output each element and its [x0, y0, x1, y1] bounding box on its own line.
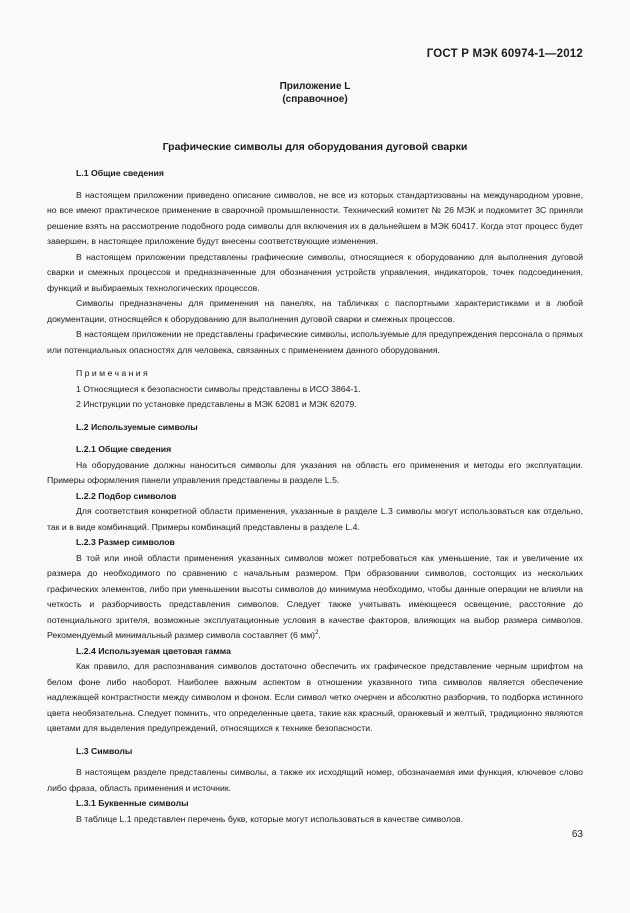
superscript: 2	[315, 630, 319, 636]
standard-header: ГОСТ Р МЭК 60974-1—2012	[426, 48, 583, 60]
note-item: 2 Инструкции по установке представлены в МЭК 62081 и МЭК 62079.	[76, 399, 357, 409]
paragraph: Как правило, для распознавания символов достаточно обеспечить их графическое представление черным шрифтом на белом фоне либо наоборот. Наиболее важным аспектом в отношении указанного типа символов является обеспечение надлежащей контрастности между символом и фоном. Если символ четко очерчен и абсолютно разборчив, то подборка истинного цвета необязательна. Следует помнить, что определенные цвета, такие как красный, оранжевый и желтый, традиционно являются цветами для выделения предупреждений, относящихся к технике безопасности.	[47, 661, 583, 733]
paragraph-end: .	[318, 630, 321, 640]
document-body	[47, 166, 583, 827]
paragraph: В таблице L.1 представлен перечень букв, которые могут использоваться в качестве символов.	[76, 813, 463, 824]
paragraph: На оборудование должны наноситься символы для указания на область его применения и методы его эксплуатации. Примеры оформления панели управления представлены в разделе L.5.	[47, 459, 583, 485]
paragraph: В настоящем разделе представлены символы, а также их исходящий номер, обозначаемая ими функция, ключевое слово либо фраза, область применения и источник.	[47, 767, 583, 793]
paragraph-text: В той или иной области применения указанных символов может потребоваться как уменьшение, так и увеличение их размера до необходимого по сравнению с начальным размером. При образовании символов, состоящих из нескольких графических элементов, либо при уменьшении высоты символов до минимума необходимо, чтобы данные операции не влияли на четкость и разборчивость представления символов. Следует также учитывать имеющееся освещение, расстояние до потенциального зрителя, возможные эксплуатационные условия в качестве факторов, влияющих на выбор размера символов. Рекомендуемый минимальный размер символа составляет (6 мм)	[47, 552, 583, 640]
annex-title: Приложение L	[279, 81, 351, 92]
page-number: 63	[571, 829, 583, 840]
page-title: Графические символы для оборудования дуговой сварки	[162, 141, 468, 153]
subsection-heading-l22: L.2.2 Подбор символов	[76, 490, 177, 501]
annex-subtitle: (справочное)	[282, 94, 348, 105]
paragraph: Для соответствия конкретной области применения, указанные в разделе L.3 символы могут использоваться как отдельно, так и в виде комбинаций. Примеры комбинаций представлены в разделе L.4.	[47, 506, 583, 532]
section-heading-l2: L.2 Используемые символы	[76, 421, 198, 432]
paragraph: Символы предназначены для применения на панелях, на табличках с паспортными характеристиками и в любой документации, относящейся к оборудованию для выполнения дуговой сварки и смежных процессов.	[47, 298, 583, 324]
annex-block	[0, 80, 630, 106]
section-heading-l1: L.1 Общие сведения	[76, 168, 164, 178]
paragraph: В настоящем приложении представлены графические символы, относящиеся к оборудованию для выполнения дуговой сварки и смежных процессов и предназначенные для обозначения устройств управления, индикаторов, точек подсоединения, функций и выбираемых технологических процессов.	[47, 251, 583, 293]
note-item: 1 Относящиеся к безопасности символы представлены в ИСО 3864-1.	[76, 383, 361, 394]
subsection-heading-l24: L.2.4 Используемая цветовая гамма	[76, 645, 231, 656]
notes-label: Примечания	[76, 368, 151, 378]
paragraph: В настоящем приложении приведено описание символов, не все из которых стандартизованы на международном уровне, но все имеют практическое применение в сварочной промышленности. Технический комитет № 26 МЭК и подкомитет 3С приняли решение взять на рассмотрение подобного рода символы для включения их в дальнейшем в МЭК 60417. Когда этот процесс будет завершен, в настоящее приложение будут внесены соответствующие изменения.	[47, 189, 583, 246]
section-heading-l3: L.3 Символы	[76, 745, 133, 756]
paragraph	[47, 551, 583, 644]
subsection-heading-l31: L.3.1 Буквенные символы	[76, 798, 189, 808]
subsection-heading-l23: L.2.3 Размер символов	[76, 537, 175, 547]
subsection-heading-l21: L.2.1 Общие сведения	[76, 444, 172, 454]
paragraph: В настоящем приложении не представлены графические символы, используемые для предупреждения персонала о прямых или потенциальных опасностях для человека, связанных с применением данного оборудования.	[47, 329, 583, 355]
